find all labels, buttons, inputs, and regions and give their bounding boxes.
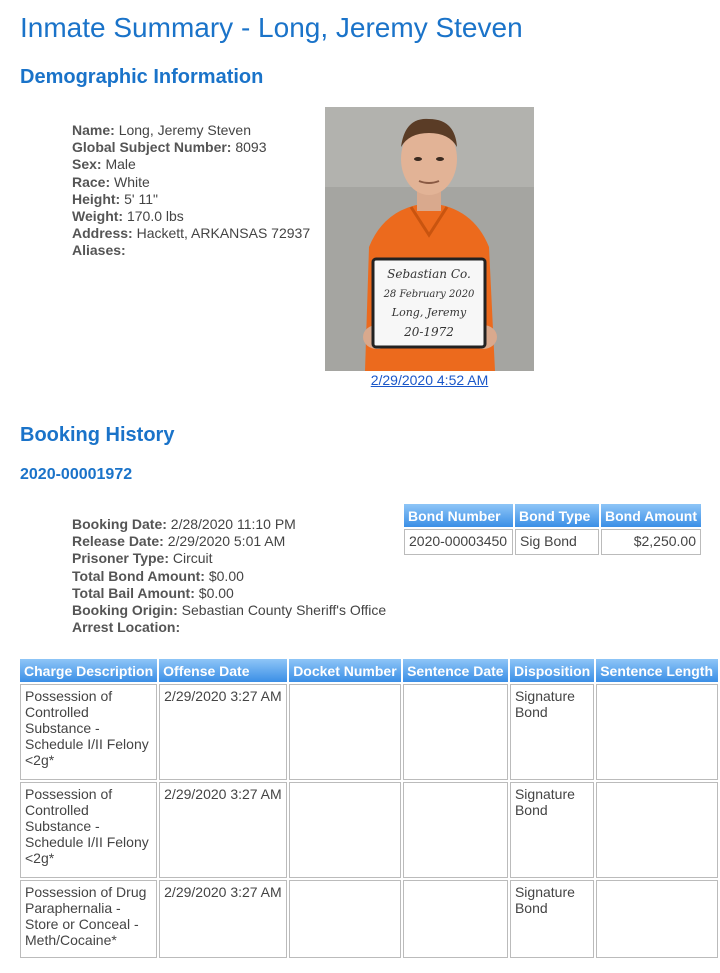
demographic-heading: Demographic Information (20, 66, 264, 88)
field-label: Booking Origin: (72, 602, 178, 619)
sentence-length-cell (596, 684, 718, 780)
field-value: Hackett, ARKANSAS 72937 (136, 225, 311, 242)
disposition-cell: Signature Bond (510, 782, 594, 878)
field-label: Sex: (72, 156, 102, 173)
field-value: 8093 (235, 139, 267, 156)
field-label: Total Bail Amount: (72, 584, 195, 601)
column-header-sentence-date: Sentence Date (403, 659, 508, 682)
field-value: Sebastian County Sheriff's Office (181, 602, 387, 619)
booking-info (72, 516, 386, 636)
column-header-docket-number: Docket Number (289, 659, 401, 682)
sentence-date-cell (403, 684, 508, 780)
field-label: Aliases: (72, 242, 126, 259)
demographic-info (72, 122, 310, 260)
total-bond-amount-row (72, 568, 386, 585)
field-value: Circuit (172, 550, 213, 567)
docket-number-cell (289, 684, 401, 780)
sentence-length-cell (596, 880, 718, 958)
field-label: Weight: (72, 208, 124, 225)
column-header-bond-type: Bond Type (515, 504, 599, 527)
aliases-row (72, 242, 310, 259)
charges-table (18, 657, 720, 960)
field-value: 5' 11" (124, 190, 158, 207)
total-bail-amount-row (72, 585, 386, 602)
booking-date-row (72, 516, 386, 533)
field-label: Arrest Location: (72, 619, 181, 636)
field-value: 170.0 lbs (126, 208, 184, 225)
table-row (20, 782, 718, 878)
field-value: $0.00 (198, 584, 234, 601)
booking-number: 2020-00001972 (20, 466, 133, 483)
docket-number-cell (289, 880, 401, 958)
placard-line-4: 20-1972 (404, 325, 454, 339)
placard-line-3: Long, Jeremy (391, 306, 467, 319)
height-row (72, 191, 310, 208)
table-row (20, 880, 718, 958)
charge-description-cell: Possession of Drug Paraphernalia - Store or Conceal - Meth/Cocaine* (20, 880, 157, 958)
bond-type-cell: Sig Bond (515, 529, 599, 555)
charge-description-cell: Possession of Controlled Substance - Schedule I/II Felony <2g* (20, 782, 157, 878)
sex-row (72, 156, 310, 173)
race-row (72, 174, 310, 191)
bond-table (402, 502, 703, 557)
field-label: Total Bond Amount: (72, 567, 205, 584)
column-header-offense-date: Offense Date (159, 659, 287, 682)
bond-amount-cell: $2,250.00 (601, 529, 701, 555)
field-label: Height: (72, 190, 121, 207)
mugshot-photo[interactable] (325, 107, 534, 371)
offense-date-cell: 2/29/2020 3:27 AM (159, 782, 287, 878)
field-value: 2/29/2020 5:01 AM (167, 533, 286, 550)
disposition-cell: Signature Bond (510, 684, 594, 780)
table-row (404, 529, 701, 555)
docket-number-cell (289, 782, 401, 878)
sentence-date-cell (403, 880, 508, 958)
field-label: Booking Date: (72, 516, 167, 532)
column-header-bond-number: Bond Number (404, 504, 513, 527)
sentence-length-cell (596, 782, 718, 878)
mugshot-illustration (325, 107, 534, 371)
field-value: Long, Jeremy Steven (118, 122, 251, 138)
booking-origin-row (72, 602, 386, 619)
charge-description-cell: Possession of Controlled Substance - Schedule I/II Felony <2g* (20, 684, 157, 780)
column-header-sentence-length: Sentence Length (596, 659, 718, 682)
placard-line-2: 28 February 2020 (383, 289, 475, 300)
prisoner-type-row (72, 550, 386, 567)
weight-row (72, 208, 310, 225)
field-value: 2/28/2020 11:10 PM (170, 516, 296, 532)
field-label: Race: (72, 173, 111, 190)
charges-header-row (20, 659, 718, 682)
field-label: Global Subject Number: (72, 139, 232, 156)
name-row (72, 122, 310, 139)
column-header-bond-amount: Bond Amount (601, 504, 701, 527)
photo-date-link[interactable]: 2/29/2020 4:52 AM (370, 372, 489, 388)
arrest-location-row (72, 619, 386, 636)
bond-number-cell: 2020-00003450 (404, 529, 513, 555)
table-row (20, 684, 718, 780)
booking-history-heading: Booking History (20, 424, 175, 446)
field-value: $0.00 (208, 567, 244, 584)
field-label: Prisoner Type: (72, 550, 169, 567)
offense-date-cell: 2/29/2020 3:27 AM (159, 684, 287, 780)
field-value: White (114, 173, 150, 190)
release-date-row (72, 533, 386, 550)
bond-header-row (404, 504, 701, 527)
field-label: Name: (72, 122, 115, 138)
field-label: Address: (72, 225, 133, 242)
address-row (72, 225, 310, 242)
field-label: Release Date: (72, 533, 164, 550)
field-value: Male (105, 156, 136, 173)
global-subject-number-row (72, 139, 310, 156)
column-header-disposition: Disposition (510, 659, 594, 682)
disposition-cell: Signature Bond (510, 880, 594, 958)
placard-line-1: Sebastian Co. (387, 267, 471, 281)
sentence-date-cell (403, 782, 508, 878)
offense-date-cell: 2/29/2020 3:27 AM (159, 880, 287, 958)
page-title: Inmate Summary - Long, Jeremy Steven (20, 12, 523, 43)
column-header-charge-description: Charge Description (20, 659, 157, 682)
